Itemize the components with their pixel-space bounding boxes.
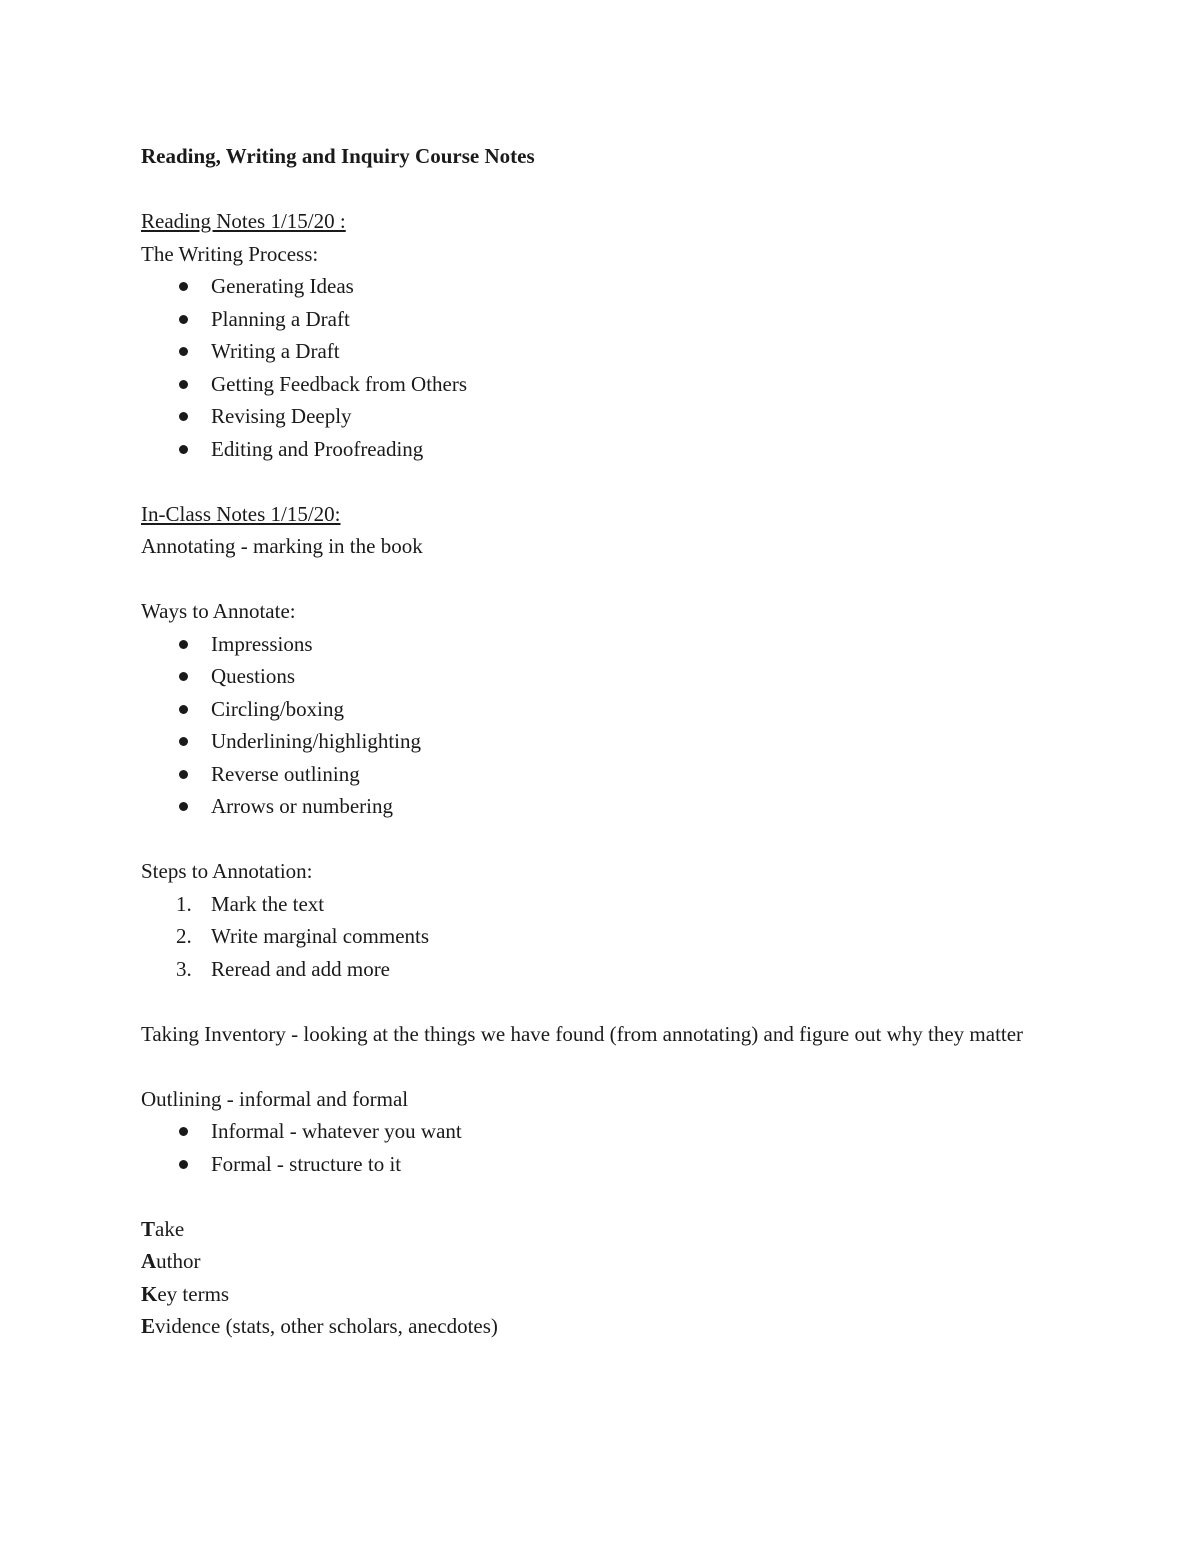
list-item: Circling/boxing xyxy=(141,693,1041,726)
list-item: 1. Mark the text xyxy=(141,888,1041,921)
document-title: Reading, Writing and Inquiry Course Notes xyxy=(141,144,535,168)
list-item: Writing a Draft xyxy=(141,335,1041,368)
step-number: 1. xyxy=(176,891,192,916)
reading-notes-heading: Reading Notes 1/15/20 : xyxy=(141,209,346,233)
bullet-icon xyxy=(179,802,188,811)
bullet-icon xyxy=(179,737,188,746)
bullet-icon xyxy=(179,412,188,421)
list-item: Informal - whatever you want xyxy=(141,1115,1041,1148)
list-item: Generating Ideas xyxy=(141,270,1041,303)
list-item: Reverse outlining xyxy=(141,758,1041,791)
outlining-heading: Outlining - informal and formal xyxy=(141,1086,409,1111)
bullet-icon xyxy=(179,282,188,291)
bullet-icon xyxy=(179,1127,188,1136)
take-acronym xyxy=(141,1213,1041,1343)
list-item: 3. Reread and add more xyxy=(141,953,1041,986)
step-number: 2. xyxy=(176,924,192,948)
bullet-icon xyxy=(179,445,188,454)
acronym-letter: E xyxy=(141,1314,156,1338)
acronym-line: Take xyxy=(141,1216,185,1241)
writing-process-heading: The Writing Process: xyxy=(141,241,319,266)
list-item: 2. Write marginal comments xyxy=(141,920,1041,953)
bullet-icon xyxy=(179,1160,188,1169)
bullet-icon xyxy=(179,347,188,356)
bullet-icon xyxy=(179,672,188,681)
writing-process-list xyxy=(141,270,1041,465)
acronym-line: Evidence (stats, other scholars, anecdotes) xyxy=(141,1314,498,1338)
list-item: Impressions xyxy=(141,628,1041,661)
list-item: Editing and Proofreading xyxy=(141,433,1041,466)
list-item: Formal - structure to it xyxy=(141,1148,1041,1181)
bullet-icon xyxy=(179,380,188,389)
acronym-line: Key terms xyxy=(141,1281,230,1306)
annotating-definition: Annotating - marking in the book xyxy=(141,534,423,558)
list-item: Planning a Draft xyxy=(141,303,1041,336)
acronym-letter: K xyxy=(141,1281,158,1306)
document-page xyxy=(141,140,1041,1343)
list-item: Getting Feedback from Others xyxy=(141,368,1041,401)
ways-to-annotate-list xyxy=(141,628,1041,823)
acronym-letter: A xyxy=(141,1249,157,1273)
steps-to-annotation-heading: Steps to Annotation: xyxy=(141,859,313,883)
acronym-line: Author xyxy=(141,1249,201,1273)
acronym-letter: T xyxy=(141,1216,156,1241)
steps-to-annotation-list xyxy=(141,888,1041,986)
list-item: Revising Deeply xyxy=(141,400,1041,433)
taking-inventory-paragraph: Taking Inventory - looking at the things we have found (from annotating) and figure out why they matter xyxy=(141,1021,1024,1046)
bullet-icon xyxy=(179,640,188,649)
bullet-icon xyxy=(179,705,188,714)
list-item: Underlining/highlighting xyxy=(141,725,1041,758)
bullet-icon xyxy=(179,770,188,779)
step-number: 3. xyxy=(176,956,192,981)
bullet-icon xyxy=(179,315,188,324)
in-class-notes-heading: In-Class Notes 1/15/20: xyxy=(141,501,341,526)
ways-to-annotate-heading: Ways to Annotate: xyxy=(141,599,296,623)
list-item: Questions xyxy=(141,660,1041,693)
outlining-list xyxy=(141,1115,1041,1180)
list-item: Arrows or numbering xyxy=(141,790,1041,823)
